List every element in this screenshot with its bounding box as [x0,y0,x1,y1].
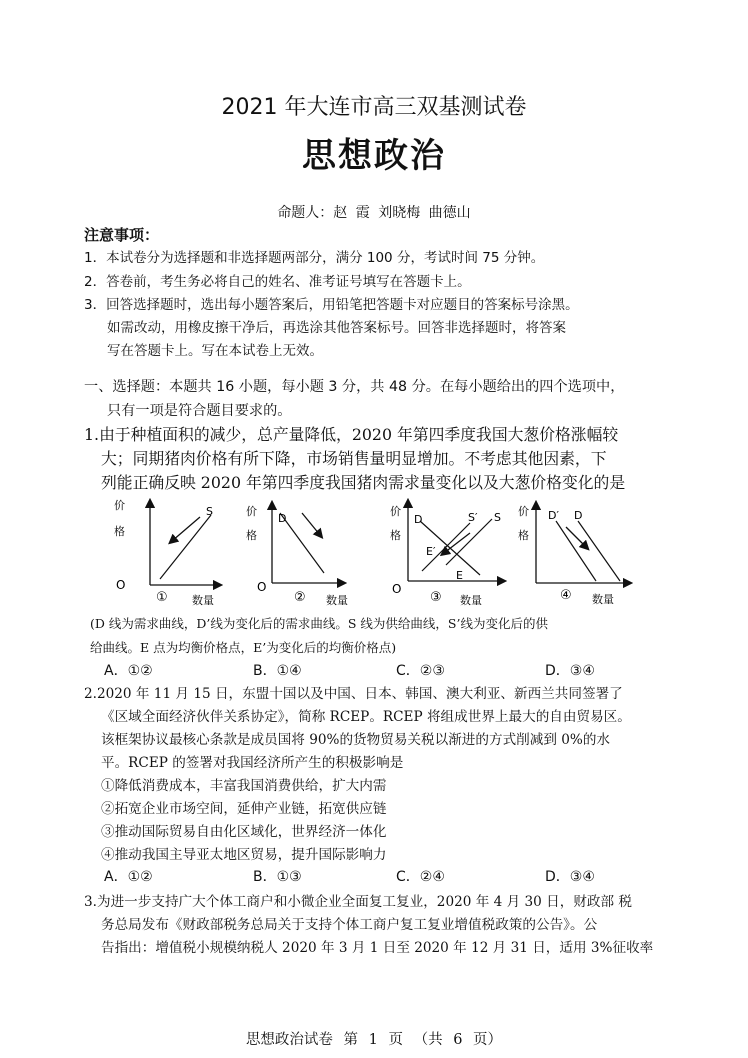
demand-curve [578,521,620,581]
notice-item-1: 1．本试卷分为选择题和非选择题两部分，满分 100 分，考试时间 75 分钟。 [84,250,545,266]
shift-arrow-icon [566,527,586,547]
y-axis-label: 格 [246,529,257,542]
supply-curve-shifted [446,519,492,565]
q1-graph-note: (D 线为需求曲线，D’线为变化后的需求曲线。S 线为供给曲线，S’线为变化后的供 [90,616,548,631]
q3-stem-cont: 告指出：增值税小规模纳税人 2020 年 3 月 1 日至 2020 年 12 月 31 日，适用 3%征收率 [101,940,654,956]
origin-label: O [116,578,126,592]
curve-label: S′ [468,511,478,524]
y-axis-label: 格 [518,529,529,542]
curve-label: S [494,511,501,524]
q1-stem-cont: 大；同期猪肉价格有所下降，市场销售量明显增加。不考虑其他因素，下 [101,449,607,468]
q2-item-1: ①降低消费成本，丰富我国消费供给，扩大内需 [101,778,387,794]
y-axis-label: 价 [114,499,125,512]
exam-authors: 命题人：赵 霞 刘晓梅 曲德山 [277,205,471,221]
page-footer: 思想政治试卷 第 1 页 （共 6 页） [245,1032,503,1048]
q2-item-4: ④推动我国主导亚太地区贸易，提升国际影响力 [101,847,387,863]
q1-stem: 1.由于种植面积的减少，总产量降低，2020 年第四季度我国大葱价格涨幅较 [84,425,619,444]
origin-label: O [392,582,402,596]
curve-label: D [278,512,287,525]
notice-item-3: 3．回答选择题时，选出每小题答案后，用铅笔把答题卡对应题目的答案标号涂黑。 [84,297,579,313]
section-heading: 一、选择题：本题共 16 小题，每小题 3 分，共 48 分。在每小题给出的四个选项中， [84,379,625,395]
equilibrium-label: E [456,569,463,582]
notice-item-3-cont: 写在答题卡上。写在本试卷上无效。 [107,343,323,359]
shift-arrow-icon [172,517,200,541]
curve-label: D [414,513,423,526]
q2-item-3: ③推动国际贸易自由化区域化，世界经济一体化 [101,824,387,840]
q1-graph-1 [108,495,223,607]
y-axis-label: 价 [390,505,401,518]
notice-item-2: 2．答卷前，考生务必将自己的姓名、准考证号填写在答题卡上。 [84,274,471,290]
y-axis-label: 格 [114,525,125,538]
q1-stem-cont: 列能正确反映 2020 年第四季度我国猪肉需求量变化以及大葱价格变化的是 [101,473,626,492]
q2-option-c[interactable]: C．②④ [396,869,445,885]
shift-arrow-icon [302,513,320,535]
curve-label: D′ [548,509,559,522]
q3-stem-cont: 务总局发布《财政部税务总局关于支持个体工商户复工复业增值税政策的公告》。公 [101,917,598,933]
q2-option-b[interactable]: B．①③ [253,869,302,885]
q2-item-2: ②拓宽企业市场空间，延伸产业链，拓宽供应链 [101,801,387,817]
q1-graph-3 [384,495,514,607]
demand-curve [280,513,324,573]
q1-option-a[interactable]: A．①② [104,663,153,679]
x-axis-label: 数量 [192,594,214,607]
graph-number: ③ [430,590,442,605]
supply-curve [160,515,211,579]
q2-option-d[interactable]: D．③④ [545,869,595,885]
q1-graph-note-cont: 给曲线。E 点为均衡价格点，E’为变化后的均衡价格点) [90,640,397,655]
graph-number: ② [294,590,306,605]
demand-curve-shifted [556,521,596,581]
section-heading-cont: 只有一项是符合题目要求的。 [107,403,292,419]
q2-stem-cont: 《区域全面经济伙伴关系协定》，简称 RCEP。RCEP 将组成世界上最大的自由贸易区。 [101,709,631,725]
q1-option-d[interactable]: D．③④ [545,663,595,679]
y-axis-label: 格 [390,529,401,542]
curve-label: D [574,509,583,522]
q1-option-c[interactable]: C．②③ [396,663,445,679]
notice-heading: 注意事项： [84,226,160,244]
x-axis-label: 数量 [326,594,348,607]
q2-stem: 2.2020 年 11 月 15 日，东盟十国以及中国、日本、韩国、澳大利亚、新西兰共同签署了 [84,686,623,702]
y-axis-label: 价 [518,505,529,518]
equilibrium-label: E′ [426,545,436,558]
y-axis-label: 价 [246,505,257,518]
origin-label: O [257,580,267,594]
exam-title: 2021 年大连市高三双基测试卷 [221,95,527,120]
x-axis-label: 数量 [592,593,614,606]
graph-number: ④ [560,588,572,603]
q3-stem: 3.为进一步支持广大个体工商户和小微企业全面复工复业，2020 年 4 月 30 日，财政部 税 [84,894,633,910]
q1-graph-2 [242,495,357,607]
graph-number: ① [156,590,168,605]
q2-stem-cont: 平。RCEP 的签署对我国经济所产生的积极影响是 [101,755,404,771]
x-axis-label: 数量 [460,594,482,607]
q1-graph-4 [516,495,636,607]
q2-stem-cont: 该框架协议最核心条款是成员国将 90%的货物贸易关税以渐进的方式削减到 0%的水 [101,732,611,748]
notice-item-3-cont: 如需改动，用橡皮擦干净后，再选涂其他答案标号。回答非选择题时，将答案 [107,320,566,336]
q1-option-b[interactable]: B．①④ [253,663,302,679]
exam-subject: 思想政治 [302,136,446,176]
q2-option-a[interactable]: A．①② [104,869,153,885]
curve-label: S [206,505,213,518]
